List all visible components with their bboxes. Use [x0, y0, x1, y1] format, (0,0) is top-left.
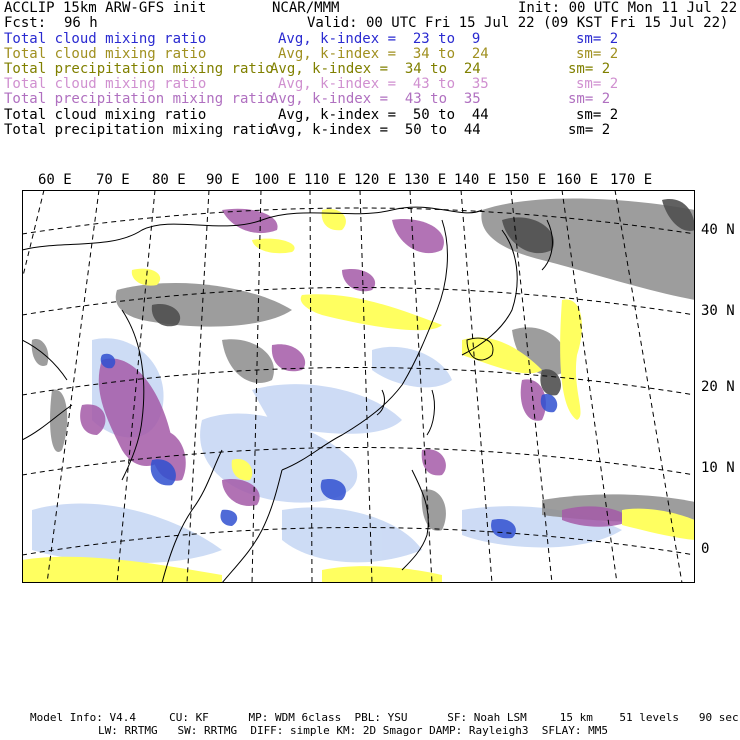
field-avg: Avg, k-index = 34 to 24: [270, 61, 481, 77]
field-sm: sm= 2: [576, 31, 619, 47]
field-sm: sm= 2: [568, 122, 611, 138]
field-sm: sm= 2: [568, 61, 611, 77]
longitude-label: 90 E: [206, 172, 240, 188]
map-panel: [22, 190, 695, 583]
latitude-label: 10 N: [701, 460, 735, 476]
field-name: Total precipitation mixing ratio: [4, 91, 274, 107]
field-name: Total cloud mixing ratio: [4, 46, 207, 62]
field-name: Total precipitation mixing ratio: [4, 61, 274, 77]
model-info-line2: LW: RRTMG SW: RRTMG DIFF: simple KM: 2D Smagor DAMP: Rayleigh3 SFLAY: MM5: [98, 724, 608, 737]
model-info-line1: Model Info: V4.4 CU: KF MP: WDM 6class PBL: YSU SF: Noah LSM 15 km 51 levels 90 sec: [30, 711, 739, 724]
field-avg: Avg, k-index = 23 to 9: [278, 31, 481, 47]
forecast-hour: 96 h: [64, 15, 98, 31]
init-time: Init: 00 UTC Mon 11 Jul 22: [518, 0, 738, 16]
field-avg: Avg, k-index = 43 to 35: [270, 91, 481, 107]
field-avg: Avg, k-index = 50 to 44: [278, 107, 489, 123]
field-avg: Avg, k-index = 34 to 24: [278, 46, 489, 62]
field-name: Total cloud mixing ratio: [4, 76, 207, 92]
longitude-label: 120 E: [354, 172, 397, 188]
longitude-label: 110 E: [304, 172, 347, 188]
valid-time: Valid: 00 UTC Fri 15 Jul 22 (09 KST Fri 15 Jul 22): [307, 15, 729, 31]
field-avg: Avg, k-index = 43 to 35: [278, 76, 489, 92]
longitude-label: 60 E: [38, 172, 72, 188]
latitude-label: 40 N: [701, 222, 735, 238]
longitude-label: 140 E: [454, 172, 497, 188]
forecast-label: Fcst:: [4, 15, 47, 31]
latitude-label: 0: [701, 541, 710, 557]
longitude-label: 130 E: [404, 172, 447, 188]
longitude-label: 150 E: [504, 172, 547, 188]
org-label: NCAR/MMM: [272, 0, 340, 16]
field-sm: sm= 2: [576, 46, 619, 62]
field-sm: sm= 2: [576, 76, 619, 92]
latitude-label: 20 N: [701, 379, 735, 395]
field-sm: sm= 2: [568, 91, 611, 107]
latitude-label: 30 N: [701, 303, 735, 319]
longitude-label: 70 E: [96, 172, 130, 188]
model-title: ACCLIP 15km ARW-GFS init: [4, 0, 207, 16]
longitude-label: 100 E: [254, 172, 297, 188]
field-name: Total precipitation mixing ratio: [4, 122, 274, 138]
longitude-label: 170 E: [610, 172, 653, 188]
field-name: Total cloud mixing ratio: [4, 107, 207, 123]
field-name: Total cloud mixing ratio: [4, 31, 207, 47]
longitude-label: 80 E: [152, 172, 186, 188]
field-avg: Avg, k-index = 50 to 44: [270, 122, 481, 138]
field-sm: sm= 2: [576, 107, 619, 123]
longitude-label: 160 E: [556, 172, 599, 188]
